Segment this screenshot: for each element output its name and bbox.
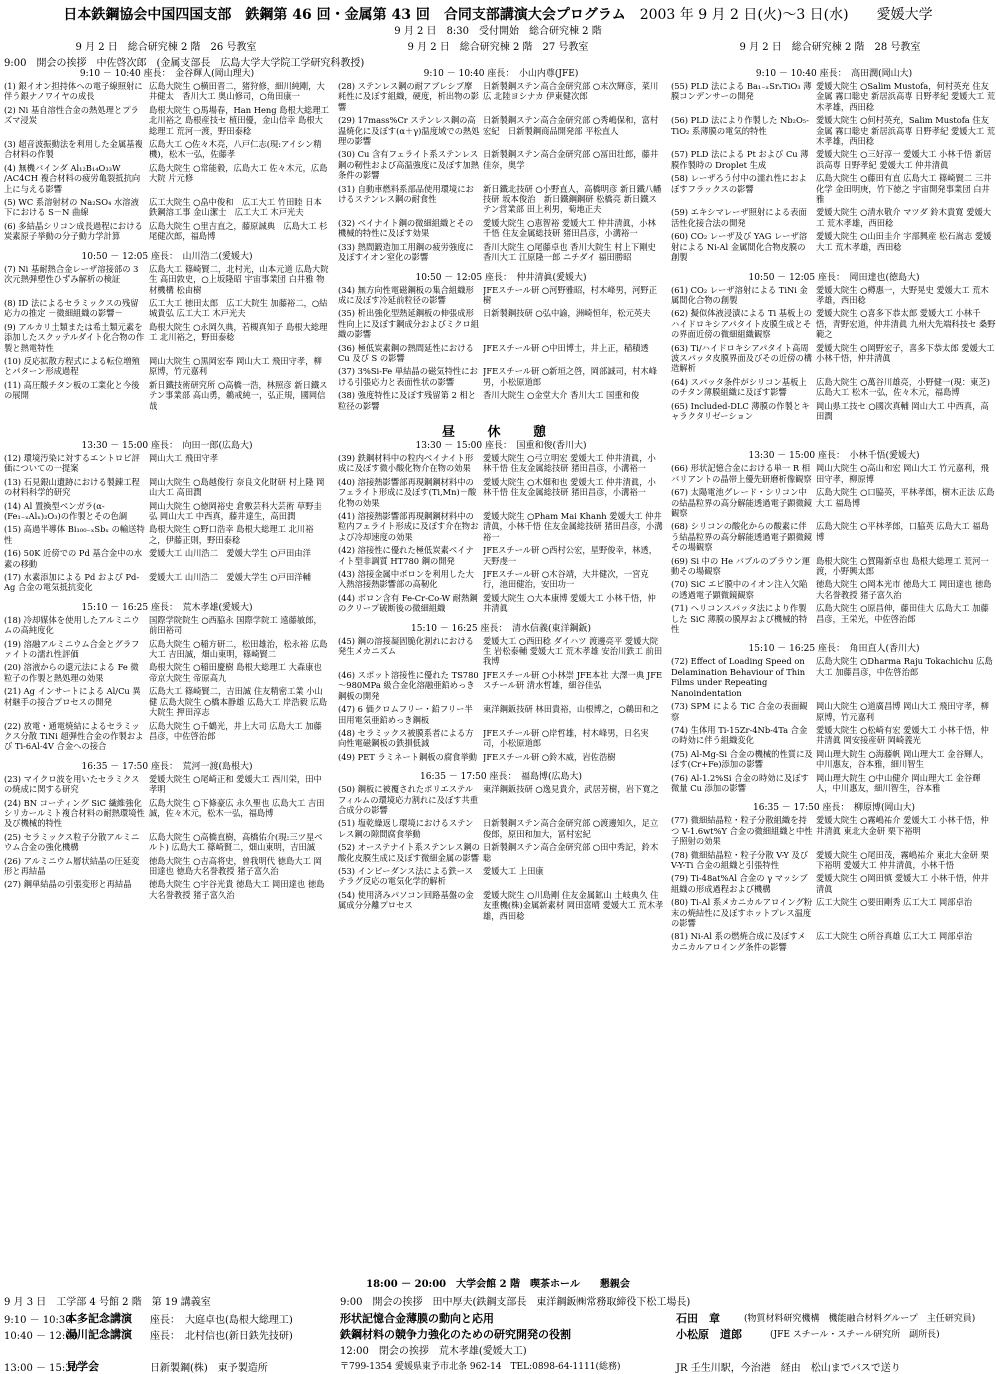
room-header-28: 9 月 2 日 総合研究棟 2 階 28 号教室	[739, 42, 921, 53]
talk-authors: 徳島大院生 ○宇谷光貴 徳島大工 岡田達也 徳島大名誉教授 猪子富久治	[149, 879, 325, 900]
talk-authors: 日新製鋼技研 ○弘中諭，洲崎恒年，松元英夫	[483, 308, 651, 319]
talk-title: (74) 生体用 Ti-15Zr-4Nb-4Ta 合金の時効に伴う組織変化	[671, 724, 808, 746]
talk-authors: 岡山大院生 ○島越俊行 奈良文化財研 村上隆 岡山大工 高田潤	[149, 476, 325, 498]
talk-title: (14) Al 置換型ベンガラ(α-(Fe₁₋ₓAlₓ)₂O₃)の作製とその色調	[4, 500, 128, 521]
program-column-room-27	[338, 68, 664, 930]
talk-authors: 新日鐵北技研 ○小野直人，高橋明彦 新日鐵八幡技研 坂本俊治 新日鐵鋼鋼研 松橋亮 新日鐵ステン営業部 田上利男，菊地正夫	[483, 183, 662, 215]
talk-title: (18) 冷却媒体を使用したアルミニウムの高純度化	[4, 614, 140, 636]
talk-authors: JFEスチール研 ○新垣之啓，岡部誠司，村木峰男，小松原道郎	[483, 366, 658, 387]
talk-entry	[671, 701, 996, 722]
session-slot-chair: 13:30 － 15:00 座長： 向田一郎(広島大)	[81, 440, 253, 451]
talk-entry	[338, 453, 664, 474]
talk-title: (72) Effect of Loading Speed on Delamination Behaviour of Thin Films under Repeating Nanoindentation	[671, 656, 806, 698]
talk-title: (63) Ti/ハイドロキシアパタイト高周波スパッタ皮膜界面及びその近傍の構造解析	[671, 342, 813, 374]
talk-authors: 岡山理大院生 ○海藤帆 岡山理大工 金谷輝人，中川惠友，谷本雅，細川智生	[816, 748, 989, 770]
talk-title: (75) Al-Mg-Si 合金の機械的性質に及ぼす(Cr+Fe)添加の影響	[671, 748, 813, 770]
talk-title: (76) Al-1.2%Si 合金の時効に及ぼす微量 Cu 添加の影響	[671, 772, 809, 793]
talk-authors: 広島大院生 ○萬谷川雄亮，小野健一(現：東芝) 広島大工 松木一弘，佐々木元，福島博	[816, 376, 990, 398]
talk-title: (43) 溶接金属中ボロンを利用した大入熱溶接熱影響部の高靭化	[338, 569, 474, 590]
talk-authors: 広工大工 徳田太郎 広工大院生 加藤裕二，○結城貴弘 広工大工 木戸光夫	[149, 297, 328, 319]
talk-title: (5) WC 系溶射材の Na₂SO₄ 水溶液下における S－N 曲線	[4, 197, 139, 218]
talk-authors: 広島大院生 ○稲方研二，松田雄治，松永裕 広島大工 吉田誠，畑山東明，篠崎賢二	[149, 638, 328, 660]
talk-entry	[671, 343, 996, 374]
talk-authors: 愛媛大院生 ○山田圭介 宇部興産 松石嵩志 愛媛大工 荒木孝雄，西田稔	[816, 231, 992, 252]
talk-title: (20) 溶液からの還元法による Fe 微粒子の作製と熱処理の効果	[4, 662, 139, 683]
talk-authors: 広島大院生 ○横田晋二，猪狩修，細川純剛，大井健太 香川大工 奥山修司，○角田康一	[149, 81, 325, 102]
session-slot-chair: 16:35 － 17:50 座長： 柳原博(岡山大)	[753, 803, 915, 814]
session-slot-chair: 10:50 － 12:05 座長： 山川浩二(愛媛大)	[81, 251, 253, 262]
talk-entry	[4, 453, 330, 474]
talk-entry	[4, 264, 330, 295]
talk-title: (52) オーステナイト系ステンレス鋼の酸化皮膜生成に及ぼす微細金属の影響	[338, 842, 480, 863]
talk-entry	[338, 285, 664, 306]
talk-authors: JFEスチール研 ○鈴木威，岩佐浩樹	[483, 751, 616, 762]
talk-entry	[338, 149, 664, 180]
talk-authors: 島根大院生 ○永岡久典，若槻真知子 島根大総理工 北川裕之，野田泰稔	[149, 321, 328, 343]
room-headers	[0, 38, 996, 53]
talk-entry	[338, 218, 664, 239]
talk-authors: 岡山大院生 ○高山和宏 岡山大工 竹元嘉利，飛田守孝，柳原博	[816, 463, 989, 484]
talk-title: (44) ボロン含有 Fe-Cr-Co-W 耐熱鋼のクリープ破断後の微細組織	[338, 592, 478, 614]
talk-title: (36) 極低炭素鋼の熱間延性における Cu 及び S の影響	[338, 342, 474, 363]
tour-address: 〒799-1354 愛媛県東予市北条 962-14 TEL:0898-64-1111(総務)	[340, 1362, 621, 1372]
talk-entry	[4, 721, 330, 752]
talk-authors: 愛媛大院生 ○岡野宏子，喜多下恭太郎 愛媛大工 小林千悟，仲井清眞	[816, 342, 995, 363]
talk-authors: JFEスチール研 ○小林崇 JFE本社 大澤一典 JFEスチール研 清水哲雄，細谷佳弘	[483, 669, 663, 691]
talk-entry	[671, 308, 996, 339]
talk-entry	[4, 139, 330, 160]
session-slot-chair: 10:50 － 12:05 座長： 仲井清眞(愛媛大)	[415, 272, 587, 283]
talk-title: (67) 太陽電池グレード・シリコン中の結晶粒界の高分解能透過電子顕微鏡観察	[671, 487, 813, 518]
talk-title: (39) 鉄鋼材料中の粒内ベイナイト形成に及ぼす微小酸化物介在物の効果	[338, 452, 474, 474]
talk-entry	[4, 322, 330, 353]
talk-entry	[338, 511, 664, 542]
talk-authors: 新日鐵技術研究所 ○高橋一浩，林照彦 新日鐵ステン事業部 高山勇，鵜戒純一，弘正規，國岡信哉	[149, 379, 328, 411]
talk-entry	[338, 752, 664, 762]
talk-title: (56) PLD 法により作製した Nb₂O₅-TiO₂ 系薄膜の電気的特性	[671, 115, 809, 136]
talk-authors: 広島大院生 ○高橋直樹，高橋佑介(現:三ツ星ベルト) 広島大工 篠崎賢二，畑山東明，吉田誠	[149, 831, 323, 853]
talk-authors: 広工大院生 ○所谷真雄 広工大工 岡部卓治	[816, 931, 973, 942]
talk-authors: 愛媛大工 ○西田稔 ダイハツ 渡邊亮平 愛媛大院生 岩松泰輔 愛媛大工 荒木孝雄 安治川鉄工 前田我博	[483, 635, 663, 667]
talk-authors: 広島大院生 ○下條豪広 永久聖也 広島大工 吉田誠，佐々木元，松木一弘，福島博	[149, 797, 325, 818]
talk-title: (65) Included-DLC 薄膜の作製とキャラクタリゼーション	[671, 400, 810, 421]
talk-title: (58) レーザろう付中の濡れ性におよぼすフラックスの影響	[671, 173, 807, 194]
talk-entry	[338, 366, 664, 387]
talk-entry	[671, 556, 996, 577]
talk-authors: 愛媛大院生 ○霧嶋祐介 愛媛大工 小林千悟，仲井清眞 東北大金研 栗下裕明	[816, 815, 989, 836]
talk-authors: 愛媛大院生 ○尾田茂，霧嶋祐介 東北大金研 栗下裕明 愛媛大工 仲井清眞，小林千悟	[816, 849, 989, 870]
program-title: 日本鉄鋼協会中国四国支部 鉄鋼第 46 回・金属第 43 回 合同支部講演大会プログラム	[63, 7, 626, 23]
talk-title: (30) Cu 含有フェライト系ステンレス鋼の靭性および高温強度に及ぼす加熱条件の影響	[338, 149, 480, 181]
talk-entry	[671, 725, 996, 746]
talk-title: (55) PLD 法による Ba₁₋ₓSrₓTiO₃ 薄膜コンデンサーの開発	[671, 81, 812, 102]
session-slot-chair: 13:30 － 15:00 座長： 小林千悟(愛媛大)	[748, 451, 920, 462]
talk-authors: 広島大院生 ○Dharma Raju Tokachichu 広島大工 加藤昌彦，中佐啓治郎	[816, 656, 993, 677]
talk-entry	[338, 704, 664, 725]
social-gathering: 18:00 － 20:00 大学会館 2 階 喫茶ホール 懇親会	[366, 1279, 630, 1290]
session-slot-chair: 15:10 － 16:25 座長： 角田直人(香川大)	[748, 644, 920, 655]
talk-title: (61) CO₂ レーザ溶射による TiNi 金属間化合物の創製	[671, 284, 808, 305]
talk-title: (25) セラミックス粒子分散アルミニウム合金の強化機構	[4, 831, 140, 853]
talk-entry	[338, 728, 664, 749]
tour-site: 日新製鋼(株) 東予製造所	[150, 1363, 268, 1374]
talk-entry	[4, 856, 330, 877]
talk-entry	[4, 380, 330, 411]
talk-title: (1) 銀イオン担持体への電子線照射に伴う銀ナノワイヤの成長	[4, 81, 143, 102]
talk-authors: 東洋鋼鈑技研 ○逸見貴介，武居芳樹，岩下寛之	[483, 784, 659, 795]
talk-title: (81) Ni-Al 系の燃焼合成に及ぼすメカニカルアロイング条件の影響	[671, 931, 806, 952]
talk-authors: 国際学院院生 ○西脇永 国際学院工 遠藤敏郎，前田裕司	[149, 614, 322, 636]
talk-authors: JFEスチール研 ○西村公宏，星野俊幸，林透，天野虔一	[483, 545, 658, 566]
talk-entry	[671, 931, 996, 952]
yukawa-lecture-time: 10:40 － 12:00	[4, 1331, 78, 1342]
talk-authors: 愛媛大院生 ○喜多下恭太郎 愛媛大工 小林千悟，青野宏道，仲井清眞 九州大先端科技セ 桑野範之	[816, 308, 996, 340]
talk-entry	[338, 81, 664, 112]
talk-title: (60) CO₂ レーザ及び YAG レーザ溶射による Ni-Al 金属間化合物皮膜の創製	[671, 231, 808, 263]
talk-authors: 愛媛大院生 ○恵智裕 愛媛大工 仲井清眞，小林千悟 住友金属総技研 猪田昌彦，小溝裕一	[483, 217, 656, 239]
honda-lecturer: 石田 章	[676, 1312, 720, 1325]
talk-entry	[338, 593, 664, 614]
talk-authors: 愛媛大院生 ○大本康博 愛媛大工 小林千悟，仲井清眞	[483, 592, 656, 614]
opening-remarks: 9:00 開会の挨拶 中佐啓次郎 (金属支部長 広島大学大学院工学研究科教授)	[4, 58, 365, 69]
talk-authors: 広島大院生 ○常能毅，広島大工 佐々木元，広島大院 片元修	[149, 162, 328, 184]
talk-entry	[671, 231, 996, 262]
yukawa-lecturer: 小松原 道郎	[676, 1328, 742, 1341]
lunch-break: 昼 休 憩	[441, 424, 561, 440]
honda-lecture-title: 形状記憶合金薄膜の動向と応用	[340, 1312, 494, 1325]
tour-time: 13:00 － 15:30	[4, 1363, 78, 1374]
talk-entry	[671, 656, 996, 698]
talk-title: (26) アルミニウム層状結晶の圧延変形と再結晶	[4, 855, 140, 876]
talk-title: (17) 水素添加による Pd および Pd-Ag 合金の電気抵抗変化	[4, 572, 140, 593]
talk-title: (71) ヘリコンスパッタ法により作製した SiC 薄膜の膜厚および機械的特性	[671, 603, 808, 635]
talk-title: (42) 溶接性に優れた極低炭素ベイナイト型非調質 HT780 鋼の開発	[338, 545, 474, 566]
talk-authors: 岡山県工技セ ○國次真輔 岡山大工 中西真，高田潤	[816, 400, 989, 421]
talk-entry	[4, 298, 330, 319]
day2-venue: 9 月 3 日 工学部 4 号館 2 階 第 19 講義室	[4, 1297, 211, 1308]
talk-entry	[4, 81, 330, 102]
talk-authors: 愛媛大院生 ○Salim Mustofa，何村英充 住友金属 霧口聡史 新居浜高専 日野孝紀 愛媛大工 荒木孝雄，西田稔	[816, 81, 996, 112]
talk-authors: 愛媛大院生 ○岡田慎 愛媛大工 小林千悟，仲井清眞	[816, 873, 989, 894]
tour-transport: JR 壬生川駅，今治港 経由 松山までバスで送り	[676, 1363, 901, 1374]
talk-authors: 広島大院生 ○平林孝郎，口脇英 広島大工 福島博	[816, 521, 989, 542]
talk-authors: 愛媛大院生 ○Pham Mai Khanh 愛媛大工 仲井清眞，小林千悟 住友金属総技研 猪田昌彦，小溝裕一	[483, 511, 663, 542]
program-column-room-28	[671, 68, 996, 961]
talk-title: (73) SPM による TiC 合金の表面観察	[671, 701, 808, 722]
talk-entry	[338, 890, 664, 921]
talk-entry	[338, 545, 664, 566]
talk-entry	[4, 477, 330, 498]
talk-authors: JFEスチール研 ○木谷靖，大井健次，一宮克行，池田健治，安田功一	[483, 569, 649, 590]
talk-title: (13) 石見銀山遺跡における製錬工程の材料科学的研究	[4, 476, 140, 498]
talk-entry	[4, 686, 330, 717]
talk-entry	[338, 670, 664, 701]
talk-authors: 島根大院生 ○稲田慶樹 島根大総理工 大森康也 帝京大院生 帝原高九	[149, 662, 322, 683]
talk-authors: 東洋鋼鈑技研 林田貴裕，山根博之，○鵜田和之	[483, 704, 659, 715]
talk-authors: 広島大工 ○佐々木亮，八戸仁志(現:アイシン精機)，松木一弘，佐藤孝	[149, 139, 322, 160]
talk-entry	[671, 603, 996, 634]
talk-entry	[4, 615, 330, 636]
talk-authors: 広島大工 篠崎賢二，北村光，山本元道 広島大院生 高田敦史，○上坂隆昭 宇宙事業団 白井雅 物材機構 松由樹	[149, 263, 329, 295]
talk-entry	[671, 815, 996, 846]
talk-title: (6) 多結晶シリコン成長過程における炭素原子挙動の分子動力学計算	[4, 220, 143, 242]
talk-entry	[671, 897, 996, 928]
session-slot-chair: 15:10 － 16:25 座長： 荒木孝雄(愛媛大)	[81, 602, 253, 613]
talk-entry	[4, 832, 330, 853]
talk-entry	[338, 308, 664, 339]
talk-title: (38) 強度特性に及ぼす残留第 2 相と粒径の影響	[338, 390, 477, 411]
talk-title: (48) セラミックス被膜系者による方向性電磁鋼板の鉄損低減	[338, 727, 474, 749]
talk-authors: 愛媛大工 山川浩二 愛媛大学生 ○戸田洋輔	[149, 572, 311, 583]
talk-entry	[338, 636, 664, 667]
session-slot-chair: 15:10 － 16:25 座長： 清水信義(東洋鋼鈑)	[411, 623, 591, 634]
talk-entry	[671, 579, 996, 600]
talk-entry	[671, 115, 996, 146]
talk-title: (11) 高圧酸チタン板の工業化と今後の展開	[4, 379, 140, 401]
talk-entry	[4, 501, 330, 522]
talk-title: (53) インピーダンス法による鉄ーステラグ反応の電気化学的解析	[338, 865, 473, 887]
talk-title: (57) PLD 法による Pt および Cu 薄膜作製時の Droplet 生成	[671, 149, 809, 170]
talk-entry	[671, 873, 996, 894]
talk-title: (69) Si 中の He バブルのブラウン運動その場観察	[671, 555, 810, 577]
talk-title: (7) Ni 基耐熱合金レーザ溶接部の 3 次元熱弾塑性ひずみ解析の検証	[4, 263, 139, 285]
talk-entry	[671, 207, 996, 228]
yukawa-lecture-label: 湯川記念講演	[66, 1328, 132, 1341]
session-slot-chair: 9:10 － 10:40 座長： 高田潤(岡山大)	[755, 69, 913, 79]
talk-authors: 愛媛大院生 ○清水敬介 マツダ 鈴木貴寛 愛媛大工 荒木孝雄，西田稔	[816, 207, 992, 228]
talk-title: (33) 熱間鍛造加工用鋼の疲労強度に及ぼすイオン窒化の影響	[338, 241, 474, 263]
honda-lecturer-affiliation: (物質材料研究機構 機能融合材料グループ 主任研究員)	[744, 1314, 976, 1324]
honda-lecture-label: 本多記念講演	[66, 1312, 132, 1325]
talk-title: (16) 50K 近傍での Pd 基合金中の水素の移動	[4, 548, 143, 569]
talk-title: (59) エキシマレーザ照射による表面活性化接合法の開発	[671, 207, 807, 228]
talk-entry	[671, 850, 996, 871]
talk-authors: 岡山理大院生 ○中山健介 岡山理大工 金谷輝人，中川惠友，細川智生，谷本雅	[816, 772, 981, 793]
talk-entry	[4, 221, 330, 242]
talk-entry	[338, 866, 664, 887]
yukawa-lecture-chair: 座長： 北村信也(新日鉄先技研)	[150, 1331, 293, 1342]
talk-entry	[4, 197, 330, 218]
talk-authors: 愛媛大院生 ○弓立明宏 愛媛大工 仲井清眞，小林千悟 住友金属総技研 猪田昌彦，小溝裕一	[483, 452, 656, 474]
talk-authors: 広島大院生 ○里吉直之，藤原誠典 広島大工 杉尾健次郎，福島博	[149, 220, 328, 242]
room-header-27: 9 月 2 日 総合研究棟 2 階 27 号教室	[407, 42, 589, 53]
yukawa-lecture-title: 鉄鋼材料の競争力強化のための研究開発の役割	[340, 1328, 571, 1341]
talk-title: (12) 環境汚染に対するエントロピ評価についての一提案	[4, 452, 140, 474]
talk-title: (23) マイクロ波を用いたセラミクスの焼成に関する研究	[4, 773, 140, 795]
talk-title: (79) Ti-48at%Al 合金の γ マッシブ組織の形成過程および機構	[671, 873, 808, 894]
talk-entry	[4, 639, 330, 660]
talk-authors: 愛媛大院生 ○樽惠一，大野晃史 愛媛大工 荒木孝雄，西田稔	[816, 284, 989, 305]
talk-authors: 愛媛大院生 ○木畑和也 愛媛大工 仲井清眞，小林千悟 住友金属総技研 猪田昌彦，小溝裕一	[483, 476, 656, 498]
talk-title: (2) Ni 基自溶性合金の熱処理とプラズマ浸炭	[4, 104, 139, 126]
talk-title: (8) ID 法によるセラミックスの残留応力の推定 －微細組織の影響－	[4, 297, 139, 319]
talk-authors: 愛媛大院生 ○三好淳一 愛媛大工 小林千悟 新居浜高専 日野孝紀 愛媛大工 仲井清眞	[816, 149, 992, 170]
day2-opening: 9:00 開会の挨拶 田中厚夫(鉄鋼支部長 東洋鋼鈑㈱常務取締役下松工場長)	[340, 1297, 691, 1308]
talk-title: (24) BN コーティング SiC 繊維強化シリカールミト複合材料の耐熱環境性及び機械的特性	[4, 797, 145, 829]
talk-entry	[4, 774, 330, 795]
talk-title: (9) アルカリ土類または希土類元素を添加したスクッテルダイト化合物の作製と熱電特性	[4, 321, 145, 353]
talk-title: (15) 高過半導体 Bi₁₀₀₋ₓSbₓ の輸送特性	[4, 524, 145, 545]
honda-lecture-time: 9:10 － 10:30	[4, 1315, 72, 1326]
talk-title: (22) 放電・通電焼結によるセラミックス分散 TiNi 超弾性合金の作製および Ti-6Al-4V 合金への接合	[4, 720, 144, 752]
talk-title: (70) SiC エピ膜中のイオン注入欠陥の透過電子顕微鏡観察	[671, 579, 808, 600]
talk-authors: 岡山大工 飛田守孝	[149, 452, 219, 463]
talk-entry	[338, 115, 664, 146]
session-slot-chair: 9:10 － 10:40 座長： 小山内尊(JFE)	[423, 69, 579, 79]
talk-authors: 愛媛大工 山川浩二 愛媛大学生 ○戸田由洋	[149, 548, 311, 559]
talk-title: (35) 析出強化型熱延鋼板の伸張成形性向上に及ぼす鋼成分およびミクロ組織の影響	[338, 308, 480, 340]
talk-title: (46) スポット溶接性に優れた TS780～980MPa 級合金化溶融亜鉛めっき鋼板の開発	[338, 669, 479, 701]
talk-authors: JFEスチール研 ○中田博士，井上正，稲積透	[483, 342, 649, 353]
talk-title: (28) ステンレス鋼の耐アブレシブ摩耗性に及ぼす組織，硬度，析出物の影響	[338, 81, 480, 112]
talk-authors: 岡山大院生 ○黒岡宏奉 岡山大工 飛田守孝，柳原博，竹元嘉利	[149, 355, 322, 377]
talk-title: (4) 無機バインダ Al₁₂B₁₄O₃₃W /AC4CH 複合材料の疲労亀裂抵抗向上に与える影響	[4, 162, 141, 194]
page-title	[0, 4, 996, 24]
talk-entry	[338, 390, 664, 411]
talk-authors: 愛媛大工 上田康	[483, 865, 544, 876]
talk-authors: 広島大院生 ○千鶴光，井上大司 広島大工 加藤昌彦，中佐啓治郎	[149, 720, 322, 741]
talk-authors: 愛媛大院生 ○尾崎正和 愛媛大工 西川栄，田中孝明	[149, 773, 322, 795]
talk-title: (31) 自動車燃料系部品使用環境におけるステンレス鋼の耐食性	[338, 183, 474, 205]
talk-entry	[338, 242, 664, 263]
session-slot-chair: 13:30 － 15:00 座長： 国重和俊(香川大)	[415, 440, 587, 451]
room-header-26: 9 月 2 日 総合研究棟 2 階 26 号教室	[75, 42, 257, 53]
talk-title: (66) 形状記憶合金における単一 R 相バリアントの晶帯上優先研磨析像観察	[671, 463, 812, 484]
talk-title: (45) 鋼の溶接凝固脆化割れにおける発生メカニズム	[338, 635, 474, 657]
talk-entry	[671, 487, 996, 518]
talk-entry	[4, 798, 330, 829]
talk-entry	[671, 773, 996, 794]
talk-authors: 岡山大院生 ○徳岡裕史 倉敷芸科大芸術 草野圭弘 岡山大工 中西真，藤井達生，高田潤	[149, 500, 322, 521]
talk-authors: JFEスチール研 ○河野雅昭，村木峰男，河野正樹	[483, 284, 658, 305]
talk-authors: 広島大工 篠崎賢二，吉田誠 住友精密工業 小山健 広島大院生 ○橋本静雄 広島大工 岸浩毅 広島大院生 押田淳志	[149, 686, 328, 718]
talk-title: (37) 3%Si-Fe 単結晶の磁気特性における引張応力と表面性状の影響	[338, 366, 478, 387]
talk-entry	[338, 842, 664, 863]
talk-authors: 愛媛大院生 ○何村英充，Salim Mustofa 住友金属 霧口聡史 新居浜高専 日野孝紀 愛媛大工 荒木孝雄，西田稔	[816, 115, 996, 147]
talk-entry	[671, 401, 996, 422]
talk-authors: 日新製鋼ステン高合金研究部 ○冨田壮郎，藤井佳奈，奥学	[483, 149, 659, 170]
tour-label: 見学会	[66, 1360, 99, 1373]
talk-title: (21) Ag インサートによる Al/Cu 異材継手の接合プロセスの開発	[4, 686, 141, 707]
talk-title: (40) 溶接熱影響部再現鋼鋼材料中のフェライト形成に及ぼす(Ti,Mn)－酸化物の効果	[338, 476, 477, 508]
talk-entry	[338, 784, 664, 815]
session-slot-chair: 9:10 － 10:40 座長： 金谷輝人(岡山理大)	[79, 69, 255, 79]
talk-entry	[4, 163, 330, 194]
program-column-room-26	[4, 68, 330, 909]
talk-entry	[338, 569, 664, 590]
talk-authors: 香川大院生 ○尾藤卓也 香川大院生 村上下剛史 香川大工 江原隆一郎 ニチダイ 福田勝昭	[483, 241, 656, 263]
talk-title: (3) 超音波振動法を利用した金属基複合材料の作製	[4, 139, 143, 160]
talk-authors: 広島大院生 ○口脇英，平林孝郎，樹木正法 広島大工 福島博	[816, 487, 995, 508]
talk-title: (19) 溶融アルミニウム合金とグラファイトの濡れ性評価	[4, 638, 140, 660]
talk-authors: 日新製鋼ステン高合金研究部 ○田中秀記，鈴木聡	[483, 842, 659, 863]
talk-authors: 徳島大院生 ○吉高将史，曽我明代 徳島大工 岡田達也 徳島大名誉教授 猪子富久治	[149, 855, 322, 876]
talk-title: (41) 溶接熱影響部再現鋼鋼材料中の粒内フェライト形成に及ぼす介在物および冷却速度の効果	[338, 511, 479, 542]
talk-title: (34) 無方向性電磁鋼板の集合組織形成に及ぼす冷延前粒径の影響	[338, 284, 474, 305]
talk-entry	[671, 521, 996, 552]
talk-authors: 広工大院生 ○畠中俊和 広工大工 竹田睦 日本鉄鋼溶工事 金山潔士 広工大工 木戸光夫	[149, 197, 322, 218]
talk-entry	[671, 749, 996, 770]
talk-authors: 島根大院生 ○馬場春，Han Heng 島根大総理工 北川裕之 島根産技セ 植田優，金山信幸 島根大総理工 荒河一渡，野田泰稔	[149, 104, 329, 136]
talk-authors: 徳島大院生 ○岡本光市 徳島大工 岡田達也 徳島大名誉教授 猪子富久治	[816, 579, 992, 600]
talk-authors: 愛媛大院生 ○松崎有宏 愛媛大工 小林千悟，仲井清眞 岡安接産研 岡崎義光	[816, 724, 989, 746]
talk-title: (32) ベイナイト鋼の微細組織とその機械的特性に及ぼす効果	[338, 217, 474, 239]
session-slot-chair: 16:35 － 17:50 座長： 荒河一渡(島根大)	[81, 761, 253, 772]
talk-title: (68) シリコンの酸化からの酸素に伴う結晶粒界の高分解能透過電子顕微鏡その場観察	[671, 521, 813, 553]
talk-title: (47) 6 価クロムフリー・鉛フリー半田用電気亜鉛めっき鋼板	[338, 704, 473, 725]
talk-entry	[4, 105, 330, 136]
talk-entry	[4, 879, 330, 900]
talk-title: (29) 17mass%Cr ステンレス鋼の高温焼化に及ぼす(α＋γ)温度域での熱処理の影響	[338, 115, 480, 147]
talk-entry	[4, 548, 330, 569]
talk-title: (50) 鋼板に被覆されたポリエステルフィルムの環境応力割れに及ぼす共重合成分の影響	[338, 784, 479, 815]
talk-entry	[671, 463, 996, 484]
talk-title: (78) 微細結晶粒・粒子分散 V-Y 及び V-Y-Ti 合金の組織と引張特性	[671, 849, 809, 870]
registration-note: 9 月 2 日 8:30 受付開始 総合研究棟 2 階	[394, 26, 602, 37]
talk-authors: 日新製鋼ステン高合金研究部 ○渡邊知久，足立俊郎，原田和加大，冨村宏紀	[483, 818, 659, 839]
talk-authors: 島根大院生 ○賀陽新卓也 島根大総理工 荒河一渡，小野興太郎	[816, 555, 989, 577]
talk-authors: 広島大院生 ○原昌伸，藤田佳大 広島大工 加藤昌彦，王栄光，中佐啓治郎	[816, 603, 989, 624]
talk-title: (62) 擬似体液浸漬による Ti 基板上のハイドロキシアパタイト皮膜生成とその界面近傍の微細組織観察	[671, 308, 812, 340]
talk-entry	[671, 285, 996, 306]
talk-entry	[338, 184, 664, 215]
talk-entry	[671, 149, 996, 170]
talk-entry	[338, 343, 664, 364]
talk-title: (51) 塩乾繰返し環境におけるステンレス鋼の隙間腐食挙動	[338, 818, 474, 839]
honda-lecture-chair: 座長： 大庭卓也(島根大総理工)	[150, 1315, 293, 1326]
talk-authors: 広工大院生 ○要田剛秀 広工大工 岡部卓治	[816, 897, 973, 908]
talk-entry	[338, 477, 664, 508]
talk-title: (77) 微細結晶粒・粒子分散組織を持つ V-1.6wt%Y 合金の微細組織と中性子照射の効果	[671, 815, 813, 847]
talk-title: (64) スパッタ条件がシリコン基板上のチタン薄膜組織に及ぼす影響	[671, 376, 807, 398]
talk-entry	[671, 81, 996, 112]
talk-authors: JFEスチール研 ○岸哲雄，村木峰男，日名実司，小松原道郎	[483, 727, 649, 749]
talk-authors: 広島大院生 ○藤田有直 広島大工 篠崎賢二 三井化学 金田明庚，竹下徳之 宇宙開発事業団 白井雅	[816, 173, 992, 205]
talk-title: (54) 使用済みパソコン回路基盤の金属成分分離プロセス	[338, 889, 474, 911]
program-date-venue: 2003 年 9 月 2 日(火)～3 日(水) 愛媛大学	[639, 7, 933, 23]
talk-authors: 愛媛大院生 ○川島剛 住友金属鉱山 土岐典久 住友重機(株)金属新素材 岡田富晴 愛媛大工 荒木孝雄，西田稔	[483, 889, 664, 921]
talk-entry	[4, 662, 330, 683]
session-slot-chair: 16:35 － 17:50 座長： 福島博(広島大)	[420, 772, 582, 783]
talk-title: (49) PET ラミネート鋼板の腐食挙動	[338, 751, 478, 762]
talk-entry	[4, 572, 330, 593]
talk-entry	[4, 524, 330, 545]
talk-entry	[671, 377, 996, 398]
talk-authors: 日新製鋼ステン高合金研究部 ○末次輝彦，菜川広 北陸ヨシナカ 伊東健次郎	[483, 81, 659, 102]
talk-entry	[4, 356, 330, 377]
talk-authors: 日新製鋼ステン高合金研究部 ○秀嶋保和，富村宏紀 日新製鋼商品開発部 平松直人	[483, 115, 659, 136]
talk-authors: 岡山大院生 ○道廣昌博 岡山大工 飛田守孝，柳原博，竹元嘉利	[816, 701, 989, 722]
talk-authors: 島根大院生 ○野口浩幸 島根大総理工 北川裕之，伊藤正則，野田泰稔	[149, 524, 314, 545]
talk-entry	[338, 818, 664, 839]
talk-title: (80) Ti-Al 系メカニカルアロイング粉末の焼結性に及ぼすホットプレス温度の影響	[671, 897, 813, 928]
talk-entry	[671, 173, 996, 204]
talk-authors: 香川大院生 ○金堂大介 香川大工 国重和俊	[483, 390, 640, 401]
yukawa-lecturer-affiliation: (JFE スチール・スチール研究所 副所長)	[770, 1330, 940, 1340]
talk-title: (10) 反応拡散方程式による転位増殖とパターン形成過程	[4, 355, 140, 377]
session-slot-chair: 10:50 － 12:05 座長： 岡田達也(徳島大)	[748, 272, 920, 283]
closing-remarks: 12:00 閉会の挨拶 荒木孝雄(愛媛大工)	[340, 1346, 527, 1357]
talk-title: (27) 鋼単結晶の引張変形と再結晶	[4, 879, 132, 890]
